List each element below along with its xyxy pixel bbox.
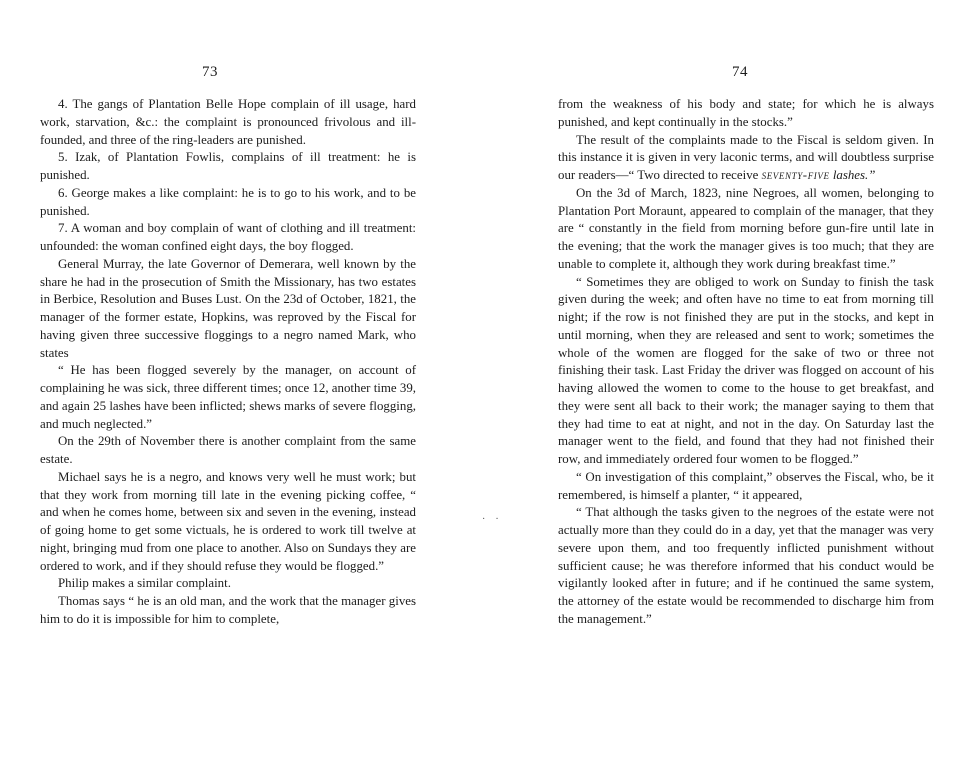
quoted-paragraph: “ Sometimes they are obliged to work on Sunday to finish the task given during the week; and often have no time to eat from morning till night; if the row is not finished they are put in the stocks, and kept in until morning, when they are released and sent to work; sometimes the whole of the women are flogged for the sake of two or three not finishing their task. Last Friday the driver was flogged on account of his having allowed the women to come to the house to get breakfast, and they were sent all back to their work; the manager saying to them that they had time to eat at night, and not in the day. On Saturday last the manager went to the field, and found that they had not finished their row, and immediately ordered four women to be flogged.” <box>558 274 934 466</box>
paragraph: On the 29th of November there is another complaint from the same estate. <box>40 434 416 466</box>
paragraph: Michael says he is a negro, and knows very well he must work; but that they work from morning till late in the evening picking coffee, “ and when he comes home, between six and seven in the evening, instead of going home to get some victuals, he is ordered to work till twelve at night, bringing mud from one place to another. Also on Sundays they are ordered to work, and if they should refuse they would be flogged.” <box>40 469 416 573</box>
paragraph: 7. A woman and boy complain of want of clothing and ill treatment: unfounded: the woman confined eight days, the boy flogged. <box>40 221 416 253</box>
page-number-left: 73 <box>202 64 218 80</box>
quoted-paragraph: “ He has been flogged severely by the manager, on account of complaining he was sick, three different times; once 12, another time 39, and again 25 lashes have been inflicted; shews marks of severe flogging, and much neglected.” <box>40 363 416 431</box>
continuation-paragraph: from the weakness of his body and state; for which he is always punished, and kept continually in the stocks.” <box>558 97 934 129</box>
quoted-paragraph: “ That although the tasks given to the negroes of the estate were not actually more than they could do in a day, yet that the manager was very severe upon them, and too frequently inflicted punishment without sufficient cause; he was therefore informed that his conduct would be vigilantly looked after in future; and if he continued the same system, the attorney of the estate would be recommended to discharge him from the management.” <box>558 505 934 626</box>
page-number-right: 74 <box>732 64 748 80</box>
paragraph: 6. George makes a like complaint: he is to go to his work, and to be punished. <box>40 185 416 218</box>
paragraph: Philip makes a similar complaint. <box>58 576 231 591</box>
lashes-word: lashes.” <box>829 168 876 182</box>
quoted-paragraph: “ On investigation of this complaint,” observes the Fiscal, who, be it remembered, is himself a planter, “ it appeared, <box>558 469 934 502</box>
right-page-text <box>558 96 934 629</box>
left-page-text <box>40 96 416 629</box>
paragraph: 4. The gangs of Plantation Belle Hope complain of ill usage, hard work, starvation, &c.: the complaint is pronounced frivolous and ill-founded, and three of the ring-leaders are punished. <box>40 97 416 147</box>
paragraph: On the 3d of March, 1823, nine Negroes, all women, belonging to Plantation Port Moraunt, appeared to complain of the manager, that they are “ constantly in the field from morning before gun-fire until late in the evening; that the work the manager gives is too much; that they are unable to complete it, although they work during breakfast time.” <box>558 185 934 271</box>
paragraph: General Murray, the late Governor of Demerara, well known by the share he had in the prosecution of Smith the Missionary, has two estates in Berbice, Resolution and Buses Lust. On the 23d of October, 1821, the manager of the former estate, Hopkins, was reproved by the Fiscal for having given three successive floggings to a negro named Mark, who states <box>40 256 416 360</box>
right-page <box>490 0 980 777</box>
paragraph: 5. Izak, of Plantation Fowlis, complains of ill treatment: he is punished. <box>40 150 416 182</box>
paragraph: Thomas says “ he is an old man, and the work that the manager gives him to do it is impossible for him to complete, <box>40 594 416 626</box>
fiscal-result-paragraph <box>558 132 934 185</box>
lashes-count: seventy-five <box>761 168 830 182</box>
gutter-mark: ·· <box>482 514 509 525</box>
fiscal-result-text: The result of the complaints made to the Fiscal is seldom given. In this instance it is given in very laconic terms, and will doubtless surprise our readers—“ Two directed to receive <box>558 132 934 182</box>
